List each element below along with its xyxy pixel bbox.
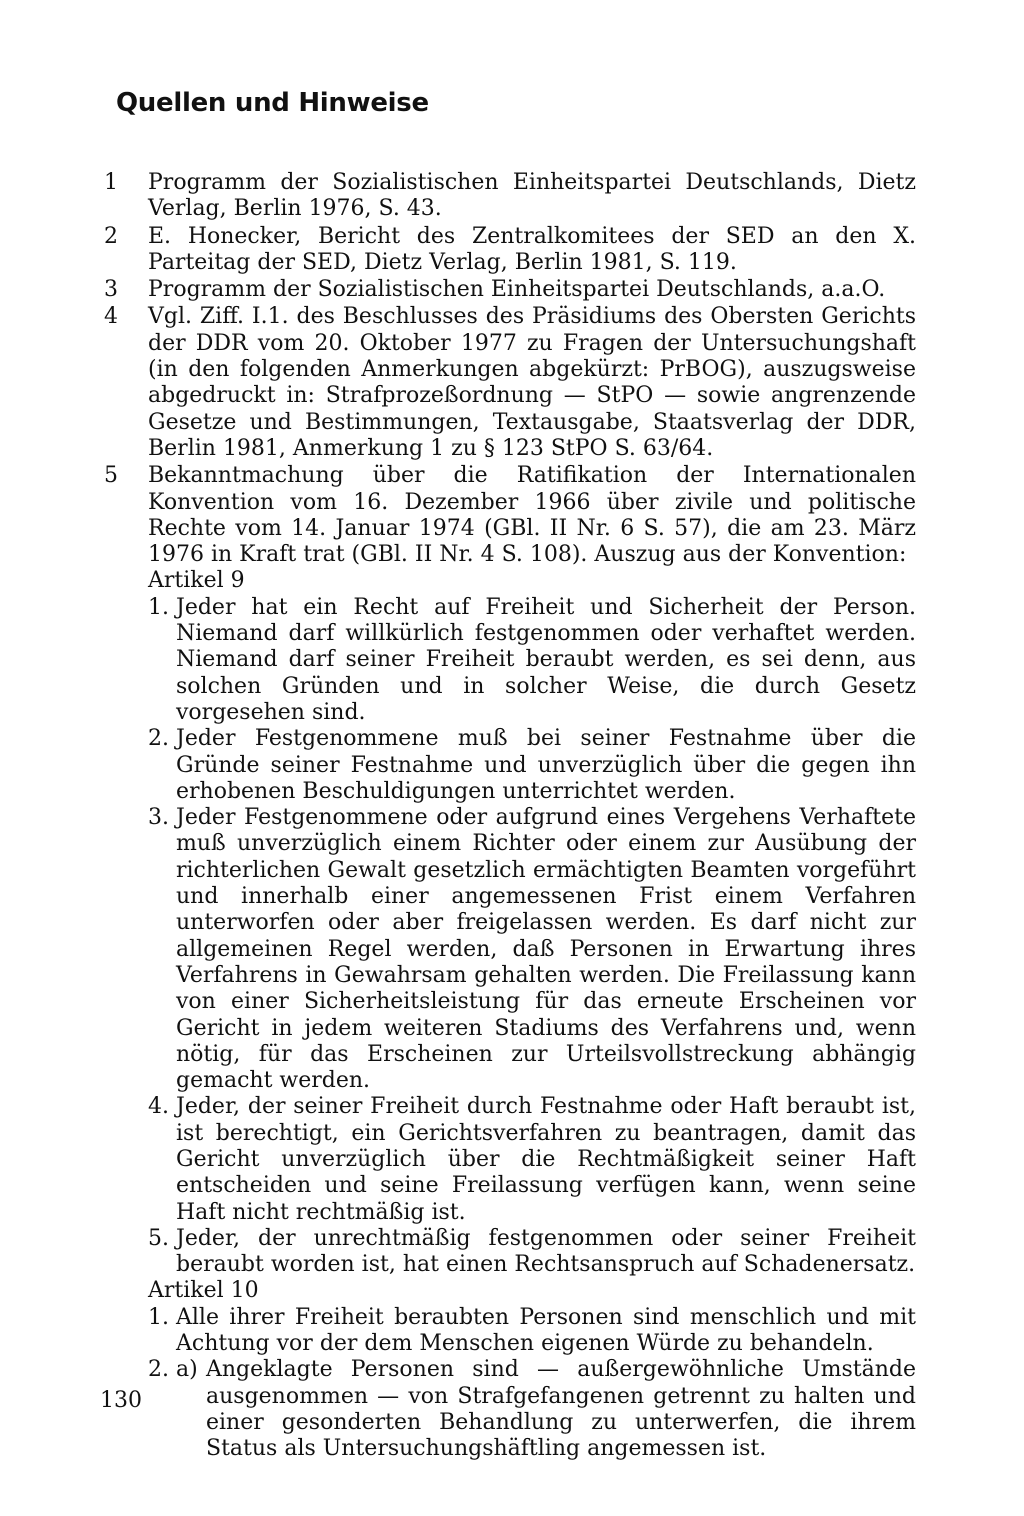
article-9-item-4: [148, 1094, 916, 1225]
article-9-item-3: [148, 805, 916, 1094]
note-text: Vgl. Ziff. I.1. des Beschlusses des Präsidiums des Obersten Gerichts der DDR vom 20. Oktober 1977 zu Fragen der Untersuchungshaft (in den folgenden Anmerkungen abgekürzt: PrBOG), auszugsweise abgedruckt in: Strafprozeßordnung — StPO — sowie angrenzende Gesetze und Bestimmungen, Textausgabe, Staatsverlag der DDR, Berlin 1981, Anmerkung 1 zu § 123 StPO S. 63/64.: [148, 304, 916, 461]
note-number: 2: [104, 223, 118, 249]
note-2: [104, 224, 916, 277]
article-9-title: Artikel 9: [148, 568, 245, 594]
note-5: [104, 463, 916, 1462]
note-text: E. Honecker, Bericht des Zentralkomitees der SED an den X. Parteitag der SED, Dietz Verlag, Berlin 1981, S. 119.: [148, 223, 916, 275]
article-10-title: Artikel 10: [148, 1278, 259, 1304]
note-number: 4: [104, 304, 118, 330]
page-number: 130: [100, 1388, 142, 1413]
article-10-item-1: [148, 1305, 916, 1358]
note-text: Programm der Sozialistischen Einheitspartei Deutschlands, a.a.O.: [148, 277, 886, 303]
item-text: Jeder, der unrechtmäßig festgenommen oder seiner Freiheit beraubt worden ist, hat einen Rechtsanspruch auf Schadenersatz.: [176, 1225, 916, 1278]
item-letter: a): [176, 1357, 198, 1383]
note-4: [104, 304, 916, 462]
note-number: 3: [104, 277, 118, 303]
item-number: 4.: [148, 1094, 169, 1120]
article-10-item-2: [148, 1357, 916, 1462]
item-text: Jeder, der seiner Freiheit durch Festnahme oder Haft beraubt ist, ist berechtigt, ein Gerichtsverfahren zu beantragen, damit das Gericht unverzüglich über die Rechtmäßigkeit seiner Haft entscheiden und seine Freilassung verfügen kann, wenn seine Haft nicht rechtmäßig ist.: [176, 1094, 916, 1225]
note-text: Programm der Sozialistischen Einheitspartei Deutschlands, Dietz Verlag, Berlin 1976, S. 43.: [148, 170, 916, 222]
note-text: Bekanntmachung über die Ratifikation der Internationalen Konvention vom 16. Dezember 1966 über zivile und politische Rechte vom 14. Januar 1974 (GBl. II Nr. 6 S. 57), die am 23. März 1976 in Kraft trat (GBl. II Nr. 4 S. 108). Auszug aus der Konvention:: [148, 463, 916, 568]
item-text: Alle ihrer Freiheit beraubten Personen sind menschlich und mit Achtung vor der dem Menschen eigenen Würde zu behandeln.: [176, 1304, 916, 1357]
notes-list: [104, 170, 916, 1464]
note-3: [104, 277, 916, 303]
article-9-item-5: [148, 1226, 916, 1279]
item-number: 2.: [148, 1357, 169, 1383]
item-number: 5.: [148, 1225, 169, 1251]
page-heading: Quellen und Hinweise: [116, 88, 429, 118]
item-text: Angeklagte Personen sind — außergewöhnliche Umstände ausgenommen — von Strafgefangenen getrennt zu halten und einer gesonderten Behandlung zu unterwerfen, die ihrem Status als Untersuchungshäftling angemessen ist.: [206, 1357, 916, 1462]
note-number: 1: [104, 170, 118, 195]
item-text: Jeder Festgenommene muß bei seiner Festnahme über die Gründe seiner Festnahme und unverzüglich über die gegen ihn erhobenen Beschuldigungen unterrichtet werden.: [176, 726, 916, 804]
article-9-item-2: [148, 726, 916, 805]
item-number: 3.: [148, 805, 169, 831]
item-text: Jeder hat ein Recht auf Freiheit und Sicherheit der Person. Niemand darf willkürlich festgenommen oder verhaftet werden. Niemand darf seiner Freiheit beraubt werden, es sei denn, aus solchen Gründen und in solcher Weise, die durch Gesetz vorgesehen sind.: [176, 594, 916, 725]
item-number: 1.: [148, 594, 169, 620]
item-number: 2.: [148, 726, 169, 752]
note-number: 5: [104, 463, 118, 489]
item-number: 1.: [148, 1304, 169, 1330]
article-9-item-1: [148, 595, 916, 726]
note-1: [104, 170, 916, 223]
item-text: Jeder Festgenommene oder aufgrund eines Vergehens Verhaftete muß unverzüglich einem Richter oder einem zur Ausübung der richterlichen Gewalt gesetzlich ermächtigten Beamten vorgeführt und innerhalb einer angemessenen Frist einem Verfahren unterworfen oder aber freigelassen werden. Es darf nicht zur allgemeinen Regel werden, daß Personen in Erwartung ihres Verfahrens in Gewahrsam gehalten werden. Die Freilassung kann von einer Sicherheitsleistung für das erneute Erscheinen vor Gericht in jedem weiteren Stadiums des Verfahrens und, wenn nötig, für das Erscheinen zur Urteilsvollstreckung abhängig gemacht werden.: [176, 805, 916, 1094]
